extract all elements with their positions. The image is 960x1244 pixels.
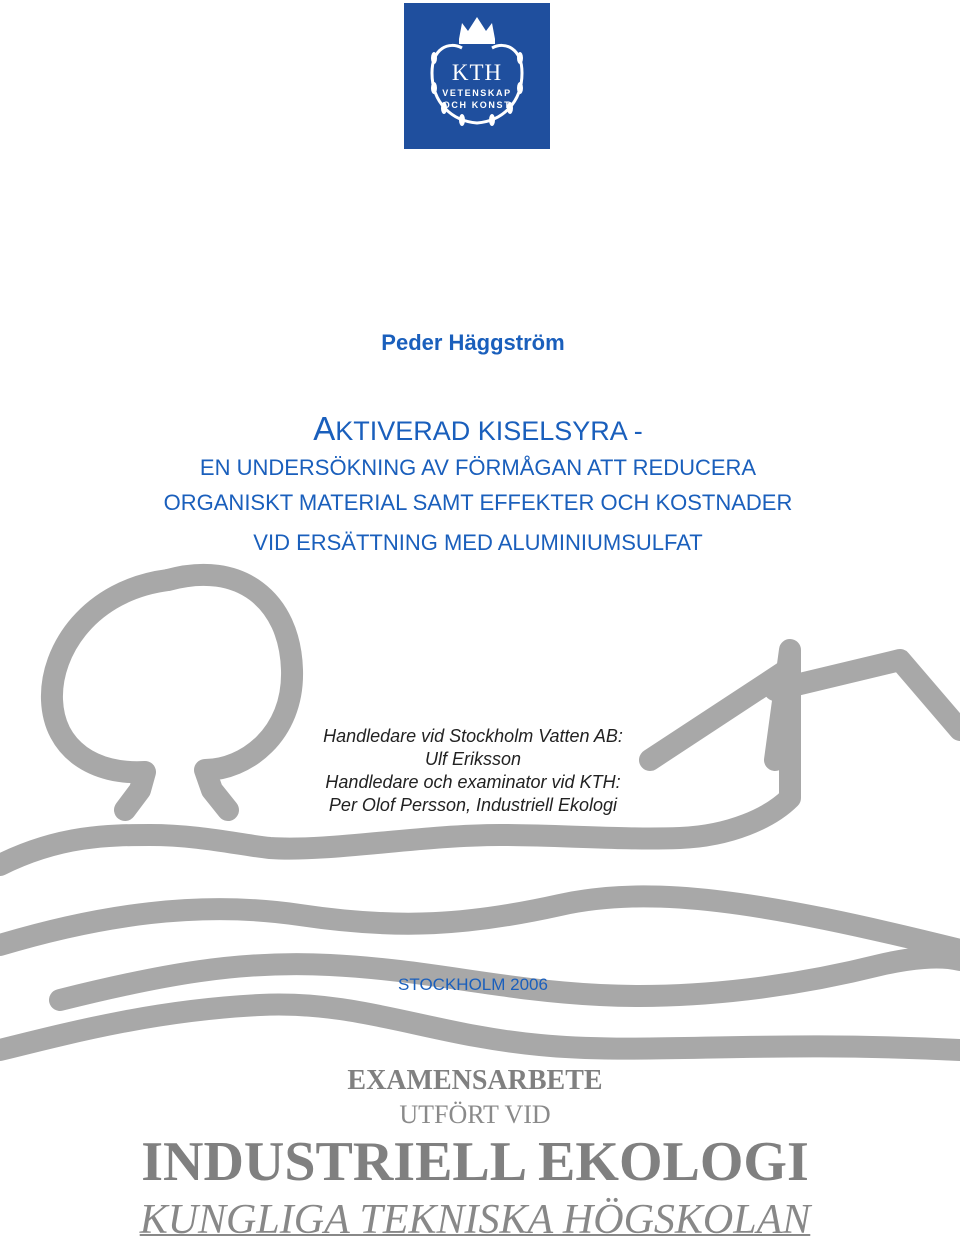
footer-line-1: EXAMENSARBETE xyxy=(347,1065,603,1096)
logo-kth-text: KTH xyxy=(451,60,503,85)
supervisor-line-3: Handledare och examinator vid KTH: xyxy=(325,772,621,792)
title-initial: A xyxy=(313,410,336,447)
logo-line-1: VETENSKAP xyxy=(442,88,512,98)
footer-line-3: INDUSTRIELL EKOLOGI xyxy=(141,1131,809,1193)
subtitle-line-2: ORGANISKT MATERIAL SAMT EFFEKTER OCH KOSTNADER xyxy=(163,490,793,515)
subtitle-line-1: EN UNDERSÖKNING AV FÖRMÅGAN ATT REDUCERA xyxy=(199,455,757,480)
place-year: STOCKHOLM 2006 xyxy=(398,975,548,994)
author-name: Peder Häggström xyxy=(381,330,565,355)
supervisor-line-2: Ulf Eriksson xyxy=(424,749,522,769)
landscape-wave-1 xyxy=(0,896,960,950)
title-rest: KTIVERAD KISELSYRA - xyxy=(335,416,643,446)
kth-logo xyxy=(404,3,550,149)
footer-line-4: KUNGLIGA TEKNISKA HÖGSKOLAN xyxy=(139,1197,811,1243)
landscape-wave-3 xyxy=(0,1005,960,1050)
subtitle-line-3: VID ERSÄTTNING MED ALUMINIUMSULFAT xyxy=(253,530,703,555)
supervisor-line-4: Per Olof Persson, Industriell Ekologi xyxy=(328,795,618,815)
supervisor-line-1: Handledare vid Stockholm Vatten AB: xyxy=(323,726,623,746)
logo-line-2: OCH KONST xyxy=(442,100,512,110)
document-title xyxy=(0,410,956,448)
footer-line-2: UTFÖRT VID xyxy=(399,1100,551,1129)
